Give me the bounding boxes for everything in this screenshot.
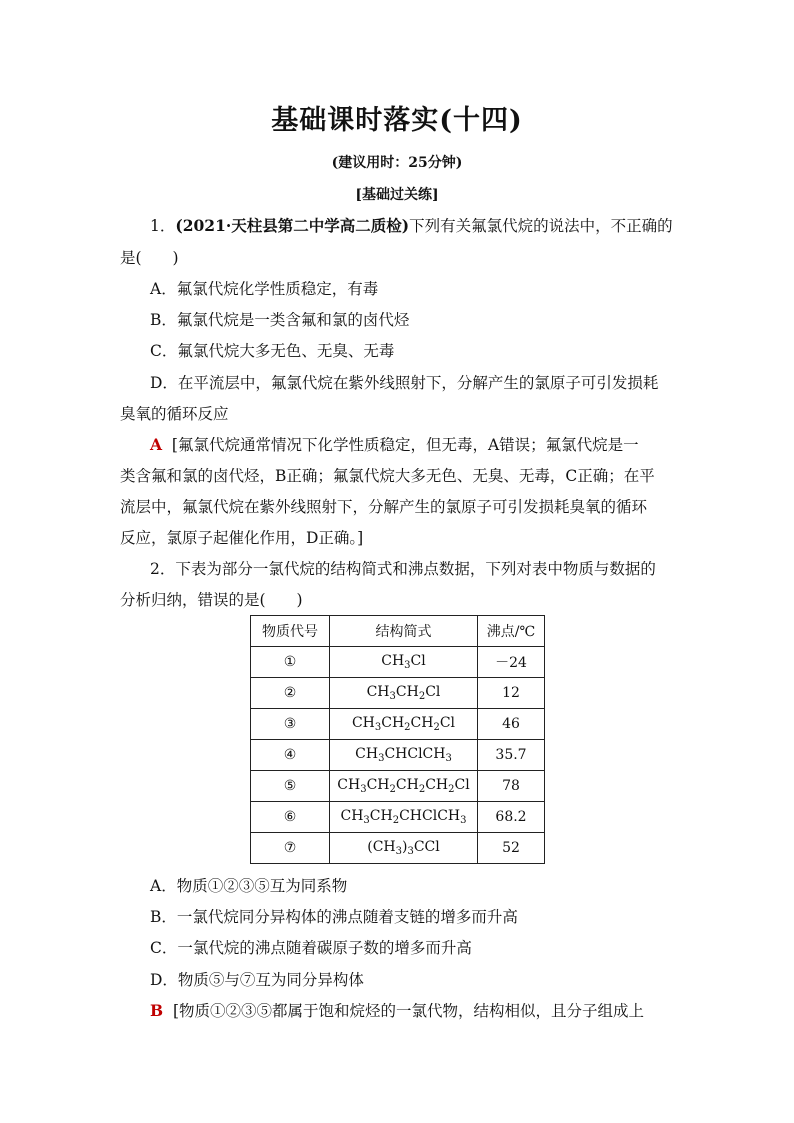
header-code: 物质代号 xyxy=(251,616,330,647)
q2-number: 2． xyxy=(150,560,176,578)
cell-code: ④ xyxy=(251,740,330,771)
page-title: 基础课时落实(十四) xyxy=(271,105,523,136)
q1-source: (2021·天柱县第二中学高二质检) xyxy=(175,216,410,235)
table-row xyxy=(251,709,545,740)
q1-option-d-line2: 臭氧的循环反应 xyxy=(120,405,229,423)
cell-boiling-point: 52 xyxy=(478,833,545,864)
q1-stem-line2: 是( ) xyxy=(120,249,179,267)
header-boiling-point: 沸点/℃ xyxy=(478,616,545,647)
q2-exp-1: [物质①②③⑤都属于饱和烷烃的一氯代物，结构相似，且分子组成上 xyxy=(172,1002,645,1020)
q2-option-a: A．物质①②③⑤互为同系物 xyxy=(150,877,348,895)
q2-stem-line2: 分析归纳，错误的是( ) xyxy=(120,591,303,609)
cell-code: ⑦ xyxy=(251,833,330,864)
cell-formula: $CH_3CH_2Cl$ xyxy=(330,678,478,709)
section-heading: [基础过关练] xyxy=(355,187,439,203)
cell-boiling-point: 68.2 xyxy=(478,802,545,833)
q1-option-b: B．氟氯代烷是一类含氟和氯的卤代烃 xyxy=(150,311,410,329)
q2-explanation-line1 xyxy=(150,1000,676,1022)
cell-formula: $(CH_3)_3CCl$ xyxy=(330,833,478,864)
table-row xyxy=(251,647,545,678)
cell-code: ① xyxy=(251,647,330,678)
q1-exp-1: [氟氯代烷通常情况下化学性质稳定，但无毒，A错误；氟氯代烷是一 xyxy=(171,436,639,454)
cell-boiling-point: 46 xyxy=(478,709,545,740)
header-formula: 结构简式 xyxy=(330,616,478,647)
cell-code: ⑤ xyxy=(251,771,330,802)
q2-option-b: B．一氯代烷同分异构体的沸点随着支链的增多而升高 xyxy=(150,908,518,926)
table-header-row xyxy=(251,616,545,647)
q1-explanation-line2: 类含氟和氯的卤代烃，B正确；氟氯代烷大多无色、无臭、无毒，C正确；在平 xyxy=(120,467,655,485)
q1-explanation-line1 xyxy=(150,434,676,456)
cell-formula: $CH_3Cl$ xyxy=(330,647,478,678)
q1-option-a: A．氟氯代烷化学性质稳定，有毒 xyxy=(150,280,379,298)
cell-boiling-point: 35.7 xyxy=(478,740,545,771)
cell-boiling-point: 12 xyxy=(478,678,545,709)
cell-code: ② xyxy=(251,678,330,709)
cell-code: ⑥ xyxy=(251,802,330,833)
q1-explanation-line3: 流层中，氟氯代烷在紫外线照射下，分解产生的氯原子可引发损耗臭氧的循环 xyxy=(120,498,648,516)
q1-stem-a: 下列有关氟氯代烷的说法中，不正确的 xyxy=(409,217,673,235)
table-row xyxy=(251,678,545,709)
q1-answer: A xyxy=(150,435,163,454)
q2-option-d: D．物质⑤与⑦互为同分异构体 xyxy=(150,971,364,989)
q2-stem-line1 xyxy=(150,558,676,580)
q2-answer: B xyxy=(150,1001,164,1020)
q1-stem-line1 xyxy=(150,215,676,237)
q1-option-d-line1: D．在平流层中，氟氯代烷在紫外线照射下，分解产生的氯原子可引发损耗 xyxy=(150,374,659,392)
q1-explanation-line4: 反应，氯原子起催化作用，D正确。] xyxy=(120,529,364,547)
q1-number: 1． xyxy=(150,217,176,235)
suggested-time: (建议用时：25分钟) xyxy=(331,155,463,171)
cell-formula: $CH_3CH_2CHClCH_3$ xyxy=(330,802,478,833)
cell-formula: $CH_3CH_2CH_2Cl$ xyxy=(330,709,478,740)
q1-option-c: C．氟氯代烷大多无色、无臭、无毒 xyxy=(150,342,395,360)
q2-stem-a: 下表为部分一氯代烷的结构简式和沸点数据，下列对表中物质与数据的 xyxy=(175,560,656,578)
cell-boiling-point: 78 xyxy=(478,771,545,802)
table-row xyxy=(251,833,545,864)
q2-option-c: C．一氯代烷的沸点随着碳原子数的增多而升高 xyxy=(150,939,472,957)
cell-formula: $CH_3CHClCH_3$ xyxy=(330,740,478,771)
cell-formula: $CH_3CH_2CH_2CH_2Cl$ xyxy=(330,771,478,802)
cell-code: ③ xyxy=(251,709,330,740)
cell-boiling-point: －24 xyxy=(478,647,545,678)
table-row xyxy=(251,802,545,833)
table-row xyxy=(251,740,545,771)
boiling-point-table xyxy=(250,615,545,864)
table-row xyxy=(251,771,545,802)
